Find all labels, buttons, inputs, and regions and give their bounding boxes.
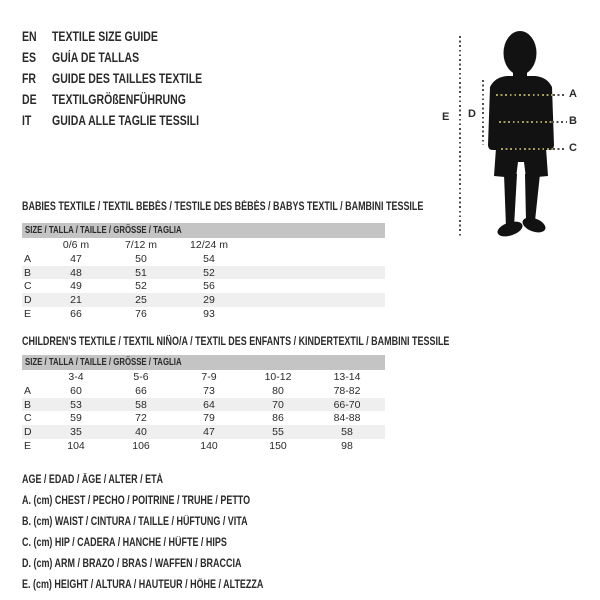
measure-letter-cell: A [24, 384, 32, 397]
arm-measure-line-d [482, 80, 484, 145]
size-value-cell: 59 [70, 412, 82, 425]
column-header: 3-4 [68, 371, 84, 383]
measurement-legend [22, 470, 331, 596]
column-header: 7-9 [201, 371, 217, 383]
marker-label-a: A [569, 88, 577, 100]
table-row [22, 266, 385, 280]
language-row [22, 26, 244, 47]
marker-label-c: C [569, 142, 577, 154]
language-title: TEXTILGRÖßENFÜHRUNG [51, 92, 186, 107]
table-row [22, 293, 385, 307]
children-section-title: CHILDREN'S TEXTILE / TEXTIL NIÑO/A / TEXTIL DES ENFANTS / KINDERTEXTIL / BAMBINI TESSILE [22, 336, 450, 348]
table-row [22, 425, 385, 439]
babies-column-header-row [22, 238, 385, 252]
size-value-cell: 79 [203, 412, 215, 425]
size-value-cell: 21 [70, 293, 82, 306]
children-column-header-row [22, 370, 385, 384]
size-value-cell: 48 [70, 266, 82, 279]
language-list [22, 26, 244, 131]
marker-label-b: B [569, 115, 577, 127]
legend-line: C. (cm) HIP / CADERA / HANCHE / HÜFTE / HIPS [22, 537, 227, 549]
size-value-cell: 49 [70, 280, 82, 293]
marker-label-d: D [468, 108, 476, 120]
size-value-cell: 58 [341, 425, 353, 438]
legend-line: E. (cm) HEIGHT / ALTURA / HAUTEUR / HÖHE / ALTEZZA [22, 579, 264, 591]
language-row [22, 110, 244, 131]
waist-measure-line-b [499, 121, 552, 123]
size-value-cell: 35 [70, 425, 82, 438]
size-value-cell: 104 [67, 439, 85, 452]
size-value-cell: 86 [272, 412, 284, 425]
size-value-cell: 64 [203, 398, 215, 411]
size-value-cell: 29 [203, 293, 215, 306]
size-value-cell: 51 [135, 266, 147, 279]
column-header: 13-14 [333, 371, 361, 383]
size-value-cell: 54 [203, 252, 215, 265]
size-value-cell: 66 [70, 307, 82, 320]
language-code: DE [22, 92, 37, 107]
language-code: ES [22, 50, 37, 65]
children-size-table [22, 355, 385, 452]
legend-age-line: AGE / EDAD / ÂGE / ALTER / ETÀ [22, 474, 164, 486]
measure-letter-cell: E [24, 307, 32, 320]
size-value-cell: 56 [203, 280, 215, 293]
marker-label-e: E [442, 111, 450, 123]
size-value-cell: 98 [341, 439, 353, 452]
size-value-cell: 84-88 [333, 412, 361, 425]
language-code: FR [22, 71, 37, 86]
babies-size-table [22, 223, 385, 320]
table-row [22, 252, 385, 266]
size-value-cell: 106 [132, 439, 150, 452]
measure-letter-cell: C [24, 412, 32, 425]
legend-line: D. (cm) ARM / BRAZO / BRAS / WAFFEN / BRACCIA [22, 558, 242, 570]
language-code: IT [22, 113, 32, 128]
column-header: 12/24 m [190, 239, 228, 251]
size-value-cell: 72 [135, 412, 147, 425]
table-row [22, 307, 385, 321]
table-row [22, 439, 385, 453]
measure-letter-cell: E [24, 439, 32, 452]
size-value-cell: 66 [135, 384, 147, 397]
size-value-cell: 80 [272, 384, 284, 397]
size-value-cell: 25 [135, 293, 147, 306]
legend-line: A. (cm) CHEST / PECHO / POITRINE / TRUHE / PETTO [22, 495, 251, 507]
size-value-cell: 55 [272, 425, 284, 438]
babies-section-title: BABIES TEXTILE / TEXTIL BEBÉS / TESTILE DES BÉBÉS / BABYS TEXTIL / BAMBINI TESSILE [22, 201, 424, 213]
language-row [22, 68, 244, 89]
size-value-cell: 93 [203, 307, 215, 320]
size-value-cell: 52 [203, 266, 215, 279]
size-value-cell: 40 [135, 425, 147, 438]
measure-letter-cell: D [24, 293, 32, 306]
measure-letter-cell: B [24, 266, 32, 279]
column-header: 7/12 m [124, 239, 158, 251]
waist-measure-line-b-lead [552, 121, 567, 123]
size-value-cell: 50 [135, 252, 147, 265]
column-header: 0/6 m [62, 239, 90, 251]
size-value-cell: 70 [272, 398, 284, 411]
table-row [22, 398, 385, 412]
size-value-cell: 73 [203, 384, 215, 397]
size-value-cell: 76 [135, 307, 147, 320]
size-value-cell: 58 [135, 398, 147, 411]
language-row [22, 47, 244, 68]
size-header-bar: SIZE / TALLA / TAILLE / GRÖSSE / TAGLIA [22, 355, 385, 370]
size-value-cell: 66-70 [333, 398, 361, 411]
language-title: TEXTILE SIZE GUIDE [51, 29, 158, 44]
size-value-cell: 53 [70, 398, 82, 411]
table-row [22, 411, 385, 425]
size-value-cell: 60 [70, 384, 82, 397]
legend-line: B. (cm) WAIST / CINTURA / TAILLE / HÜFTUNG / VITA [22, 516, 248, 528]
language-title: GUÍA DE TALLAS [51, 50, 139, 65]
size-value-cell: 52 [135, 280, 147, 293]
hip-measure-line-c [501, 148, 553, 150]
column-header: 10-12 [264, 371, 292, 383]
size-value-cell: 78-82 [333, 384, 361, 397]
language-code: EN [22, 29, 37, 44]
language-title: GUIDE DES TAILLES TEXTILE [51, 71, 202, 86]
language-row [22, 89, 244, 110]
chest-measure-line-a [496, 94, 553, 96]
size-value-cell: 47 [203, 425, 215, 438]
language-title: GUIDA ALLE TAGLIE TESSILI [51, 113, 199, 128]
chest-measure-line-a-lead [553, 94, 567, 96]
measure-letter-cell: C [24, 280, 32, 293]
hip-measure-line-c-lead [553, 148, 567, 150]
size-value-cell: 150 [269, 439, 287, 452]
size-header-bar: SIZE / TALLA / TAILLE / GRÖSSE / TAGLIA [22, 223, 385, 238]
measure-letter-cell: B [24, 398, 32, 411]
size-value-cell: 47 [70, 252, 82, 265]
measure-letter-cell: D [24, 425, 32, 438]
column-header: 5-6 [133, 371, 149, 383]
measure-letter-cell: A [24, 252, 32, 265]
size-value-cell: 140 [200, 439, 218, 452]
table-row [22, 279, 385, 293]
table-row [22, 384, 385, 398]
